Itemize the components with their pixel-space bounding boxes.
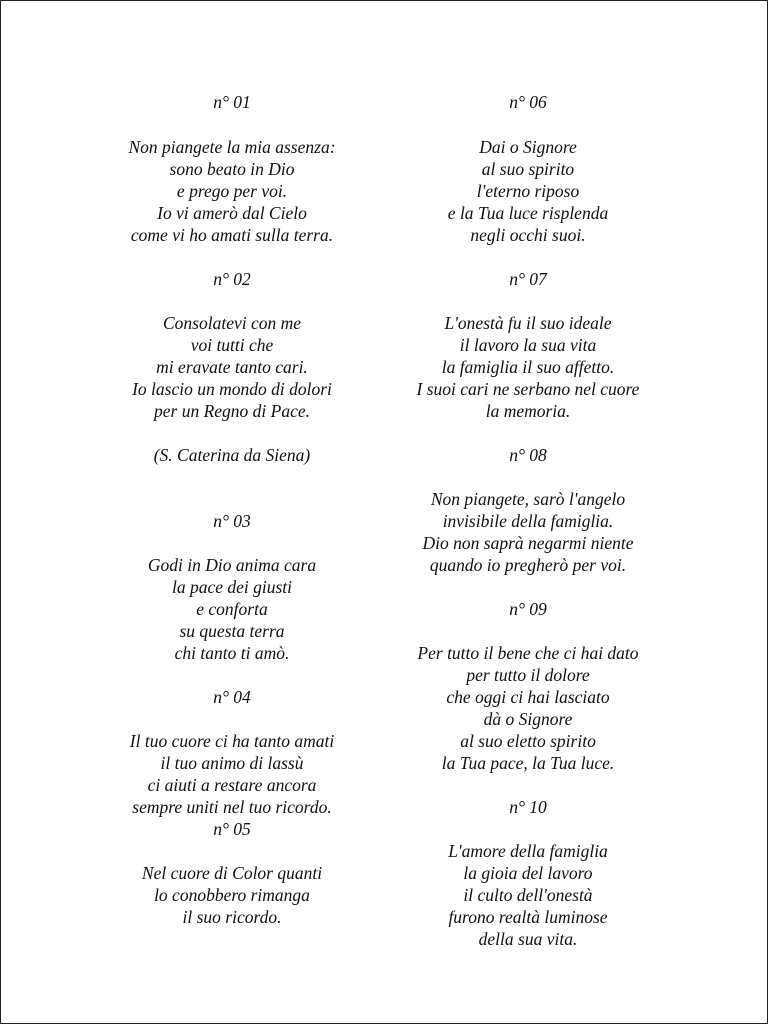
verse-line: Non piangete, sarò l'angelo [430, 489, 626, 509]
verse-line: negli occhi suoi. [470, 225, 586, 245]
verse-04-text [82, 730, 382, 818]
verse-number: n° 01 [213, 92, 251, 112]
verse-line: il culto dell'onestà [463, 885, 593, 905]
verse-line: Per tutto il bene che ci hai dato [417, 643, 639, 663]
verse-03-text [82, 554, 382, 664]
verse-line: Dai o Signore [479, 137, 577, 157]
verse-line: che oggi ci hai lasciato [446, 687, 610, 707]
verse-07 [378, 268, 678, 290]
verse-line: ci aiuti a restare ancora [147, 775, 317, 795]
verse-line: furono realtà luminose [448, 907, 608, 927]
verse-line: e prego per voi. [176, 181, 288, 201]
verse-line: quando io pregherò per voi. [429, 555, 627, 575]
verse-line: la famiglia il suo affetto. [441, 357, 615, 377]
verse-line: al suo spirito [481, 159, 575, 179]
verse-04 [82, 686, 382, 708]
verse-03 [82, 510, 382, 532]
verse-line: sono beato in Dio [169, 159, 295, 179]
verse-06 [378, 91, 678, 113]
verse-02-text [82, 312, 382, 422]
attribution: (S. Caterina da Siena) [153, 445, 311, 465]
verse-line: e conforta [196, 599, 268, 619]
verse-line: al suo eletto spirito [460, 731, 596, 751]
verse-06-text [378, 136, 678, 246]
verse-line: L'onestà fu il suo ideale [444, 313, 612, 333]
verse-line: Il tuo cuore ci ha tanto amati [129, 731, 335, 751]
verse-line: il suo ricordo. [182, 907, 282, 927]
verse-line: invisibile della famiglia. [442, 511, 614, 531]
verse-line: Io lascio un mondo di dolori [132, 379, 332, 399]
verse-line: voi tutti che [190, 335, 274, 355]
verse-number: n° 02 [213, 269, 251, 289]
verse-05 [82, 818, 382, 840]
verse-line: Io vi amerò dal Cielo [157, 203, 307, 223]
verse-line: I suoi cari ne serbano nel cuore [416, 379, 640, 399]
verse-line: Consolatevi con me [162, 313, 302, 333]
verse-line: la gioia del lavoro [463, 863, 593, 883]
verse-line: il lavoro la sua vita [459, 335, 597, 355]
verse-line: mi eravate tanto cari. [156, 357, 308, 377]
verse-line: la Tua pace, la Tua luce. [441, 753, 615, 773]
verse-08 [378, 444, 678, 466]
verse-line: la memoria. [485, 401, 571, 421]
verse-line: l'eterno riposo [476, 181, 580, 201]
verse-08-text [378, 488, 678, 576]
verse-line: dà o Signore [483, 709, 573, 729]
verse-number: n° 10 [509, 797, 547, 817]
verse-line: la pace dei giusti [171, 577, 293, 597]
verse-line: come vi ho amati sulla terra. [130, 225, 334, 245]
verse-line: lo conobbero rimanga [154, 885, 310, 905]
verse-02-attribution [82, 444, 382, 466]
verse-02 [82, 268, 382, 290]
verse-number: n° 04 [213, 687, 251, 707]
verse-line: su questa terra [179, 621, 285, 641]
verse-number: n° 06 [509, 92, 547, 112]
verse-line: Dio non saprà negarmi niente [422, 533, 634, 553]
verse-number: n° 03 [213, 511, 251, 531]
verse-number: n° 09 [509, 599, 547, 619]
verse-line: della sua vita. [478, 929, 578, 949]
verse-09 [378, 598, 678, 620]
verse-line: sempre uniti nel tuo ricordo. [132, 797, 332, 817]
verse-05-text [82, 862, 382, 928]
verse-number: n° 08 [509, 445, 547, 465]
verse-09-text [378, 642, 678, 774]
verse-10-text [378, 840, 678, 950]
verse-07-text [378, 312, 678, 422]
verse-line: chi tanto ti amò. [174, 643, 290, 663]
verse-line: Godi in Dio anima cara [147, 555, 317, 575]
verse-10 [378, 796, 678, 818]
verse-number: n° 05 [213, 819, 251, 839]
verse-line: e la Tua luce risplenda [447, 203, 609, 223]
verse-01-text [82, 136, 382, 246]
verse-number: n° 07 [509, 269, 547, 289]
verse-line: il tuo animo di lassù [160, 753, 304, 773]
verse-01 [82, 91, 382, 113]
verse-line: per un Regno di Pace. [154, 401, 310, 421]
verse-line: L'amore della famiglia [448, 841, 608, 861]
verse-line: Non piangete la mia assenza: [128, 137, 336, 157]
verse-line: per tutto il dolore [466, 665, 590, 685]
verse-line: Nel cuore di Color quanti [141, 863, 323, 883]
